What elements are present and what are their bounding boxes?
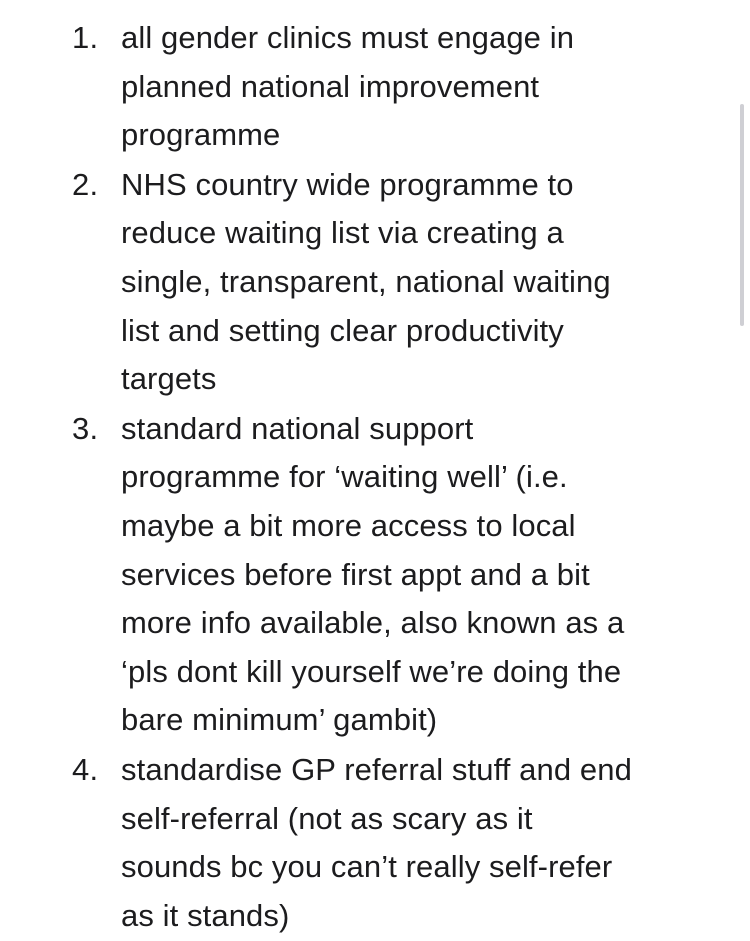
- list-item-text[interactable]: all gender clinics must engage in planned national improvement programme: [121, 20, 575, 153]
- list-item-number: 2.: [72, 166, 99, 202]
- vertical-scrollbar[interactable]: [740, 104, 744, 326]
- list-item-text[interactable]: standardise GP referral stuff and end self-referral (not as scary as it sounds bc you can’t really self-refer as it stands): [121, 751, 632, 933]
- list-item-number: 1.: [72, 20, 99, 55]
- list-item-3: [0, 405, 750, 745]
- list-item-number: 4.: [72, 751, 99, 787]
- list-item-text[interactable]: NHS country wide programme to reduce waiting list via creating a single, transparent, national waiting list and setting clear productivity targets: [121, 166, 611, 397]
- list-item-2: [0, 161, 750, 404]
- list-item-text[interactable]: standard national support programme for ‘waiting well’ (i.e. maybe a bit more access to local services before first appt and a bit more info available, also known as a ‘pls dont kill yourself we’re doing the bare minimum’ gambit): [121, 410, 625, 738]
- list-item-number: 3.: [72, 410, 99, 446]
- list-item-4: [0, 746, 750, 940]
- list-item-1: [0, 14, 750, 160]
- numbered-list: [0, 14, 750, 941]
